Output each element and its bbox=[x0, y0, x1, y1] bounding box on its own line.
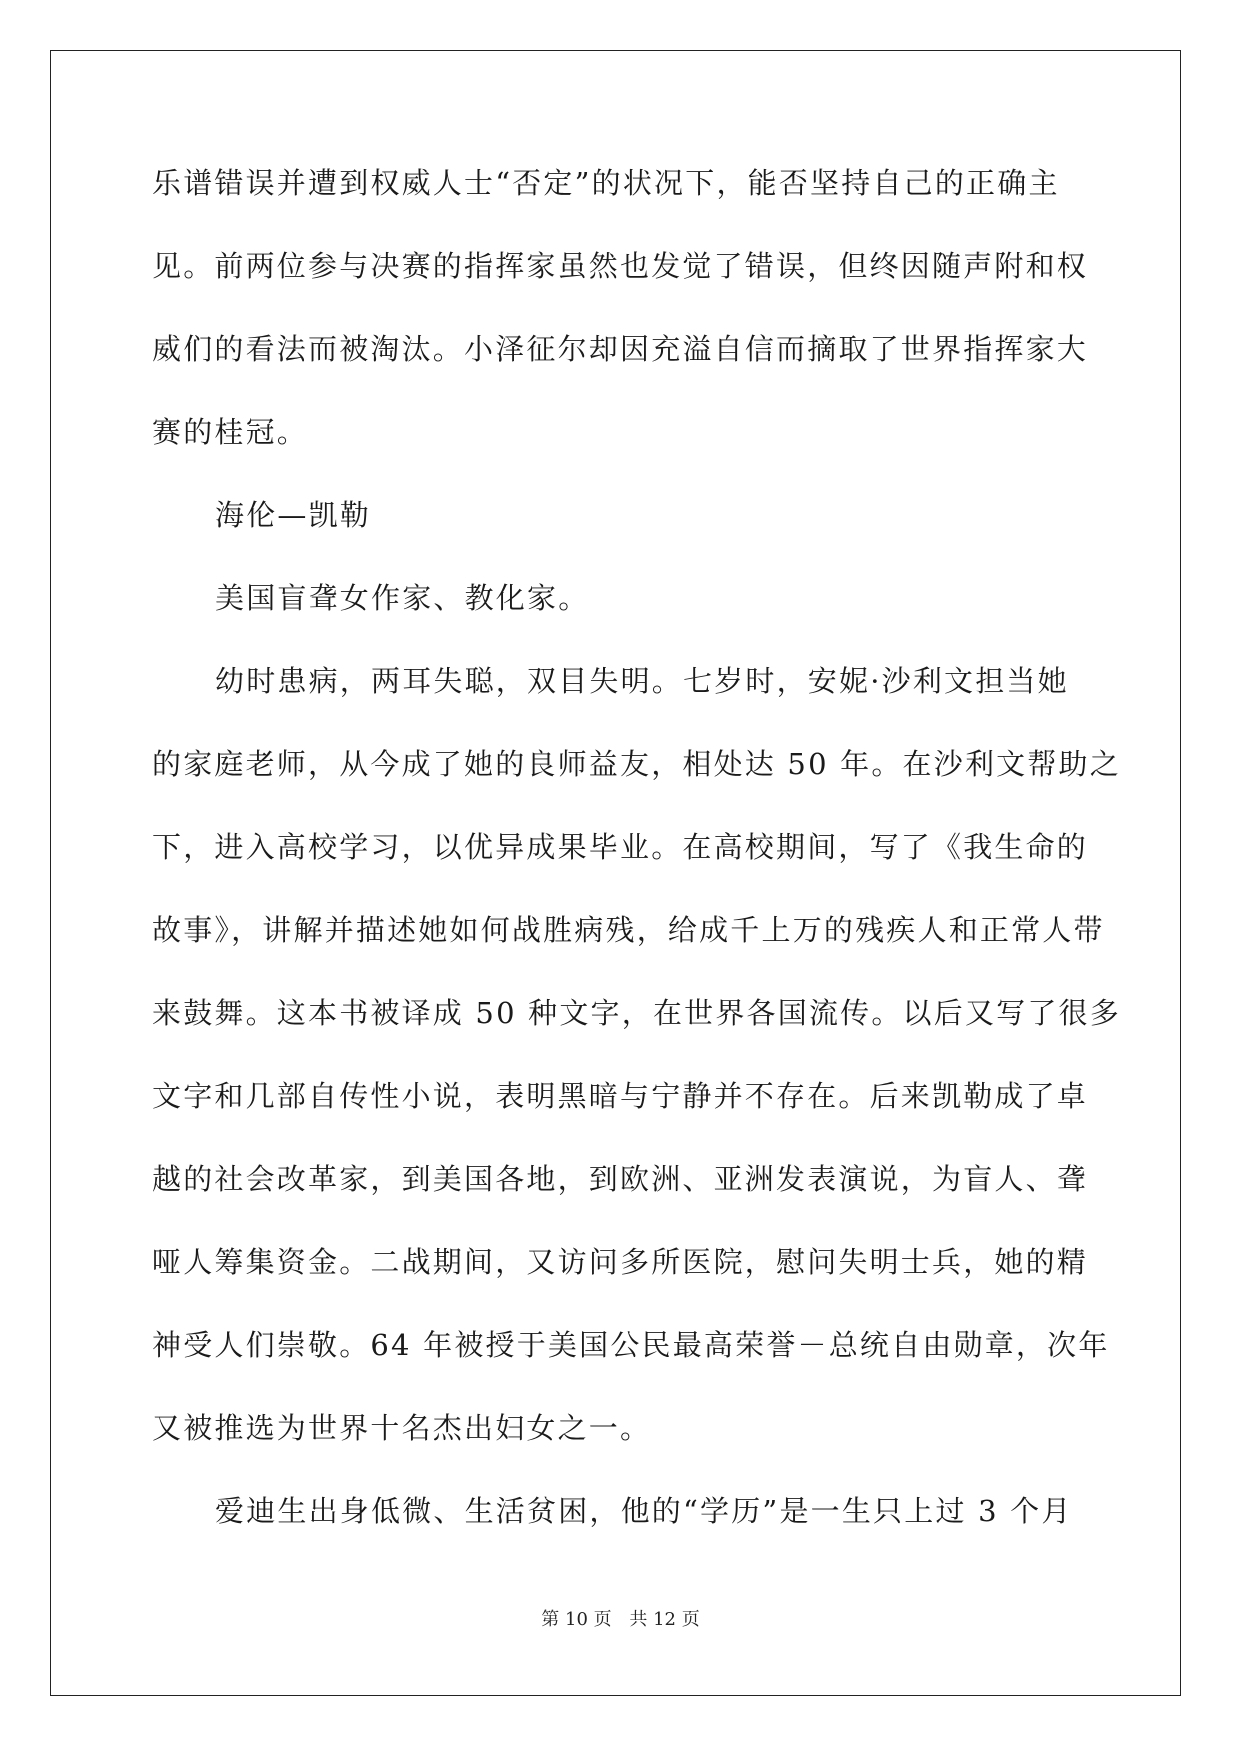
page-total: 共 12 页 bbox=[629, 1609, 700, 1630]
text-line: 威们的看法而被淘汰。小泽征尔却因充溢自信而摘取了世界指挥家大 bbox=[152, 332, 1089, 366]
text-line: 见。前两位参与决赛的指挥家虽然也发觉了错误，但终因随声附和权 bbox=[152, 249, 1089, 283]
text-line: 下，进入高校学习，以优异成果毕业。在高校期间，写了《我生命的 bbox=[152, 830, 1089, 864]
text-line: 文字和几部自传性小说，表明黑暗与宁静并不存在。后来凯勒成了卓 bbox=[152, 1079, 1089, 1113]
page-footer bbox=[0, 1605, 1241, 1631]
text-line: 来鼓舞。这本书被译成 50 种文字，在世界各国流传。以后又写了很多 bbox=[152, 996, 1121, 1030]
text-line: 美国盲聋女作家、教化家。 bbox=[215, 581, 590, 615]
section-heading: 海伦—凯勒 bbox=[215, 498, 372, 532]
text-line: 乐谱错误并遭到权威人士“否定”的状况下，能否坚持自己的正确主 bbox=[152, 166, 1060, 200]
text-line: 爱迪生出身低微、生活贫困，他的“学历”是一生只上过 3 个月 bbox=[215, 1494, 1073, 1528]
text-line: 神受人们崇敬。64 年被授于美国公民最高荣誉－总统自由勋章，次年 bbox=[152, 1328, 1110, 1362]
text-line: 越的社会改革家，到美国各地，到欧洲、亚洲发表演说，为盲人、聋 bbox=[152, 1162, 1089, 1196]
text-line: 又被推选为世界十名杰出妇女之一。 bbox=[152, 1411, 652, 1445]
text-line: 哑人筹集资金。二战期间，又访问多所医院，慰问失明士兵，她的精 bbox=[152, 1245, 1089, 1279]
text-line: 幼时患病，两耳失聪，双目失明。七岁时，安妮·沙利文担当她 bbox=[215, 664, 1069, 698]
document-body bbox=[152, 158, 1121, 1569]
text-line: 赛的桂冠。 bbox=[152, 415, 309, 449]
text-line: 的家庭老师，从今成了她的良师益友，相处达 50 年。在沙利文帮助之 bbox=[152, 747, 1121, 781]
page-number: 第 10 页 bbox=[541, 1609, 612, 1630]
text-line: 故事》，讲解并描述她如何战胜病残，给成千上万的残疾人和正常人带 bbox=[152, 913, 1105, 947]
